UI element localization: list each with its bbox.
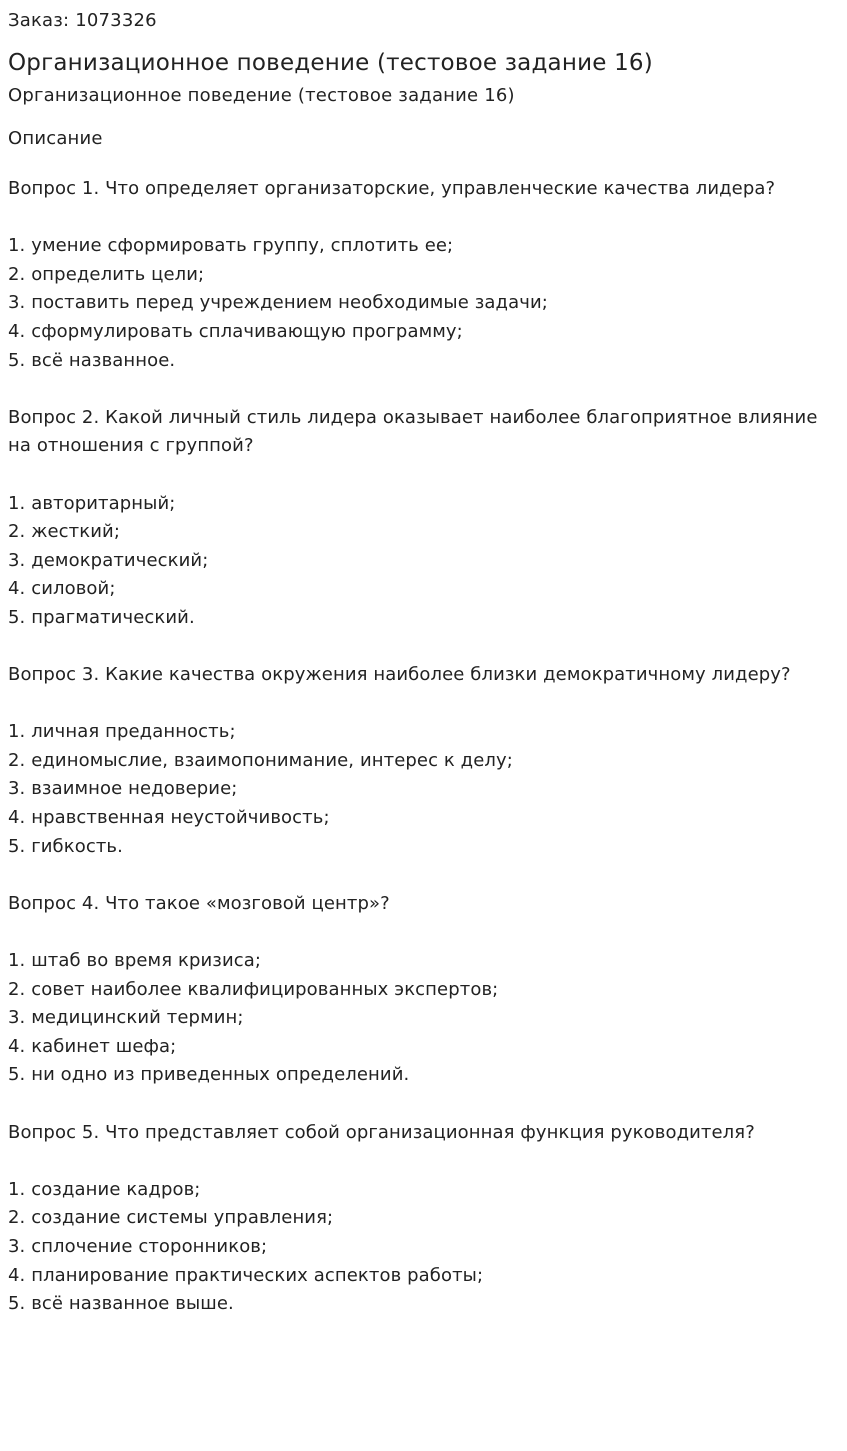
- question-text: Вопрос 3. Какие качества окружения наиболее близки демократичному лидеру?: [8, 664, 791, 686]
- answer-option: 5. всё названное выше.: [8, 1293, 234, 1315]
- answer-options: [8, 718, 839, 861]
- answer-option: 4. силовой;: [8, 578, 116, 600]
- answer-option: 2. создание системы управления;: [8, 1207, 334, 1229]
- answer-option: 1. авторитарный;: [8, 492, 176, 514]
- answer-options: [8, 490, 839, 633]
- question-block-1: [8, 175, 839, 375]
- answer-option: 1. личная преданность;: [8, 721, 236, 743]
- question-text: Вопрос 1. Что определяет организаторские, управленческие качества лидера?: [8, 178, 776, 199]
- answer-option: 2. совет наиболее квалифицированных экспертов;: [8, 978, 499, 1000]
- answer-option: 3. взаимное недоверие;: [8, 778, 238, 800]
- description-heading: Описание: [8, 128, 103, 149]
- answer-option: 4. кабинет шефа;: [8, 1035, 177, 1057]
- question-block-2: [8, 404, 839, 633]
- answer-option: 5. ни одно из приведенных определений.: [8, 1064, 410, 1086]
- question-block-3: [8, 661, 839, 861]
- answer-options: [8, 232, 839, 375]
- answer-options: [8, 947, 839, 1090]
- answer-option: 5. всё названное.: [8, 349, 176, 371]
- answer-option: 1. создание кадров;: [8, 1178, 201, 1200]
- question-text: Вопрос 5. Что представляет собой организационная функция руководителя?: [8, 1121, 755, 1143]
- question-text-line: на отношения с группой?: [8, 435, 254, 457]
- answer-option: 2. определить цели;: [8, 263, 205, 285]
- question-block-4: [8, 890, 839, 1090]
- question-text: [8, 404, 839, 461]
- answer-option: 1. умение сформировать группу, сплотить ее;: [8, 235, 454, 257]
- answer-option: 5. прагматический.: [8, 606, 195, 628]
- answer-option: 4. сформулировать сплачивающую программу;: [8, 320, 463, 342]
- answer-option: 1. штаб во время кризиса;: [8, 950, 262, 972]
- answer-option: 2. единомыслие, взаимопонимание, интерес к делу;: [8, 749, 513, 771]
- page-title: Организационное поведение (тестовое задание 16): [8, 50, 653, 76]
- answer-option: 3. демократический;: [8, 549, 209, 571]
- answer-option: 2. жесткий;: [8, 521, 121, 543]
- answer-option: 4. нравственная неустойчивость;: [8, 807, 330, 829]
- answer-option: 5. гибкость.: [8, 835, 123, 857]
- answer-option: 4. планирование практических аспектов работы;: [8, 1264, 484, 1286]
- answer-option: 3. сплочение сторонников;: [8, 1235, 268, 1257]
- answer-options: [8, 1176, 839, 1319]
- question-block-5: [8, 1119, 839, 1319]
- page-subtitle: Организационное поведение (тестовое задание 16): [8, 85, 515, 106]
- question-text: Вопрос 4. Что такое «мозговой центр»?: [8, 892, 390, 914]
- description-content: [8, 151, 839, 1319]
- answer-option: 3. поставить перед учреждением необходимые задачи;: [8, 292, 548, 314]
- order-number: Заказ: 1073326: [8, 10, 157, 31]
- answer-option: 3. медицинский термин;: [8, 1007, 244, 1029]
- question-text-line: Вопрос 2. Какой личный стиль лидера оказывает наиболее благоприятное влияние: [8, 406, 818, 428]
